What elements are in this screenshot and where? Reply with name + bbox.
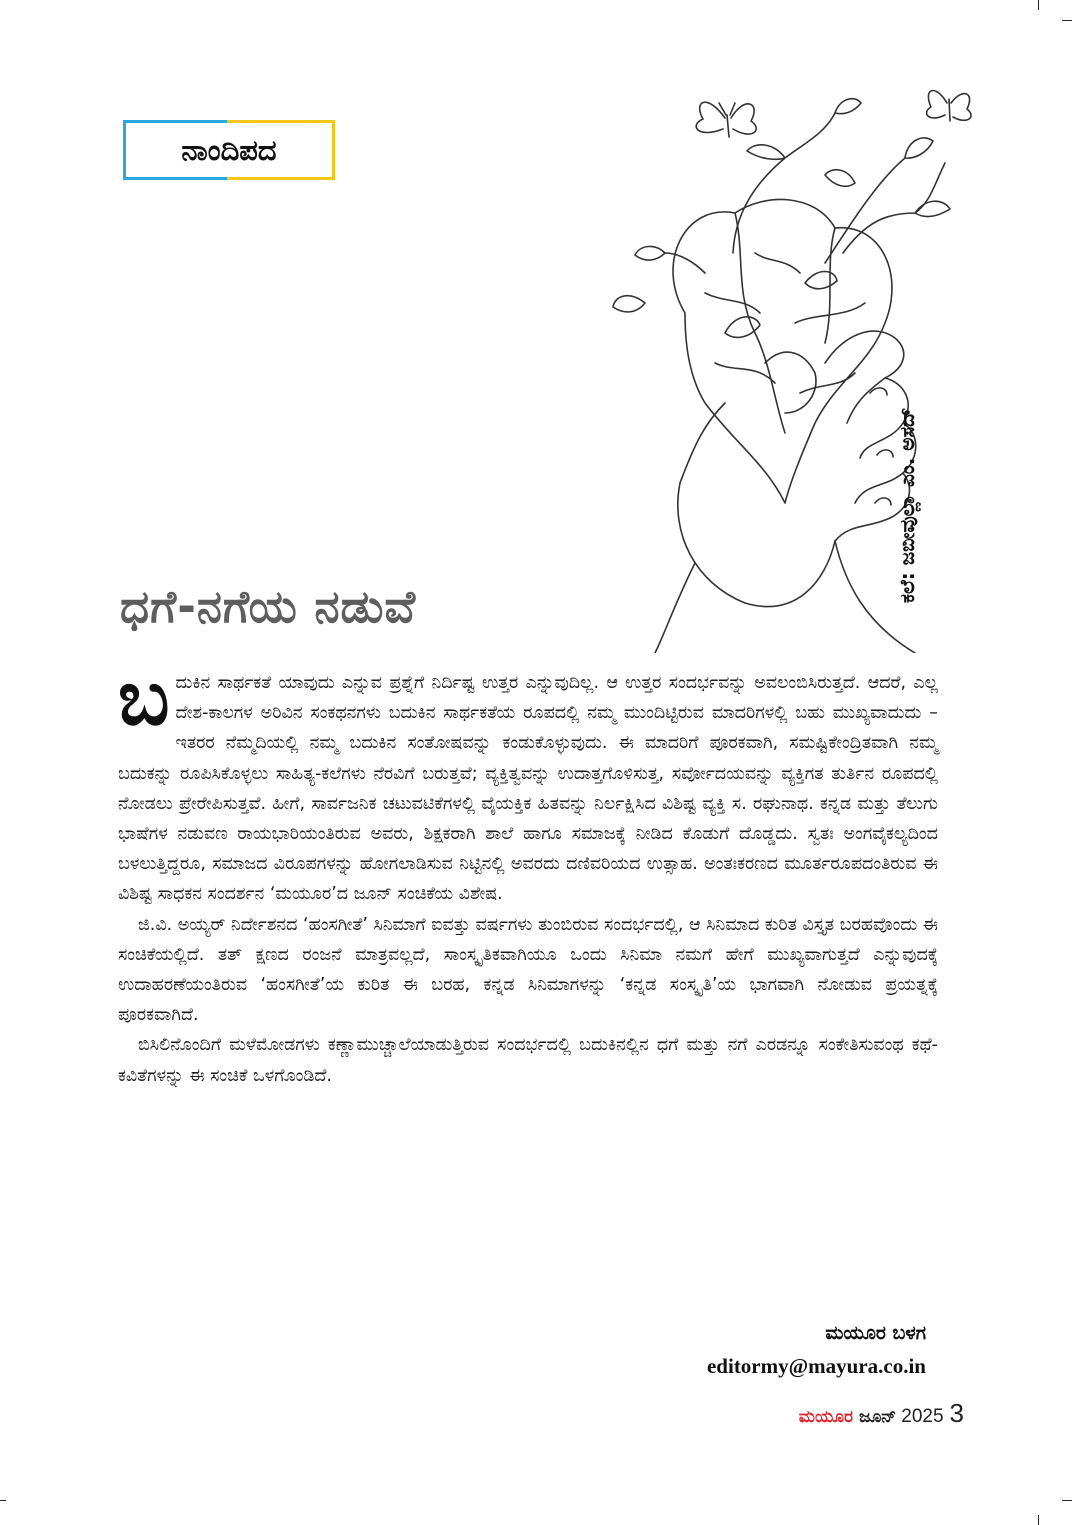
signoff [707,1322,926,1379]
section-tag-label: ನಾಂದಿಪದ [181,133,277,167]
crop-mark [1038,1515,1039,1525]
butterfly-icon [696,102,756,137]
illustration-credit: ಕಲೆ: ಜಬೀವುಲ್ಲಾ ಎಂ. ಅಸದ್ [895,407,919,603]
crop-mark [0,1500,6,1501]
issue-month: ಜೂನ್ [859,1407,897,1427]
page-number: 3 [949,1398,964,1428]
signoff-author: ಮಯೂರ ಬಳಗ [825,1322,926,1344]
article-paragraph: ಬಿಸಿಲಿನೊಂದಿಗೆ ಮಳೆಮೋಡಗಳು ಕಣ್ಣಾಮುಚ್ಚಾಲೆಯಾಡುತ್ತಿರುವ ಸಂದರ್ಭದಲ್ಲಿ ಬದುಕಿನಲ್ಲಿನ ಧಗೆ ಮತ್ತು ನಗೆ ಎರಡನ್ನೂ ಸಂಕೇತಿಸುವಂಥ ಕಥೆ-ಕವಿತೆಗಳನ್ನು ಈ ಸಂಚಿಕೆ ಒಳಗೊಂಡಿದೆ. [118,1035,938,1086]
hand-heart-illustration [585,63,985,653]
drop-cap: ಬ [118,653,170,742]
crop-mark [1062,20,1072,21]
crop-mark [1062,1500,1072,1501]
article-paragraph: ಜಿ.ವಿ. ಅಯ್ಯರ್ ನಿರ್ದೇಶನದ ‘ಹಂಸಗೀತೆ’ ಸಿನಿಮಾಗೆ ಐವತ್ತು ವರ್ಷಗಳು ತುಂಬಿರುವ ಸಂದರ್ಭದಲ್ಲಿ, ಆ ಸಿನಿಮಾದ ಕುರಿತ ವಿಸ್ತೃತ ಬರಹವೊಂದು ಈ ಸಂಚಿಕೆಯಲ್ಲಿದೆ. ತತ್ ಕ್ಷಣದ ರಂಜನೆ ಮಾತ್ರವಲ್ಲದೆ, ಸಾಂಸ್ಕೃತಿಕವಾಗಿಯೂ ಒಂದು ಸಿನಿಮಾ ನಮಗೆ ಹೇಗೆ ಮುಖ್ಯವಾಗುತ್ತದೆ ಎನ್ನುವುದಕ್ಕೆ ಉದಾಹರಣೆಯಂತಿರುವ ‘ಹಂಸಗೀತೆ’ಯ ಕುರಿತ ಈ ಬರಹ, ಕನ್ನಡ ಸಿನಿಮಾಗಳನ್ನು ‘ಕನ್ನಡ ಸಂಸ್ಕೃತಿ’ಯ ಭಾಗವಾಗಿ ನೋಡುವ ಪ್ರಯತ್ನಕ್ಕೆ ಪೂರಕವಾಗಿದೆ. [118,914,938,1026]
section-tag [123,120,335,180]
page-footer [799,1398,964,1429]
paragraph-text: ದುಕಿನ ಸಾರ್ಥಕತೆ ಯಾವುದು ಎನ್ನುವ ಪ್ರಶ್ನೆಗೆ ನಿರ್ದಿಷ್ಟ ಉತ್ತರ ಎನ್ನುವುದಿಲ್ಲ. ಆ ಉತ್ತರ ಸಂದರ್ಭವನ್ನು ಅವಲಂಬಿಸಿರುತ್ತದೆ. ಆದರೆ, ಎಲ್ಲ ದೇಶ-ಕಾಲಗಳ ಅರಿವಿನ ಸಂಕಥನಗಳು ಬದುಕಿನ ಸಾರ್ಥಕತೆಯ ರೂಪದಲ್ಲಿ ನಮ್ಮ ಮುಂದಿಟ್ಟಿರುವ ಮಾದರಿಗಳಲ್ಲಿ ಬಹು ಮುಖ್ಯವಾದುದು – ಇತರರ ನೆಮ್ಮದಿಯಲ್ಲಿ ನಮ್ಮ ಬದುಕಿನ ಸಂತೋಷವನ್ನು ಕಂಡುಕೊಳ್ಳುವುದು. ಈ ಮಾದರಿಗೆ ಪೂರಕವಾಗಿ, ಸಮಷ್ಟಿಕೇಂದ್ರಿತವಾಗಿ ನಮ್ಮ ಬದುಕನ್ನು ರೂಪಿಸಿಕೊಳ್ಳಲು ಸಾಹಿತ್ಯ-ಕಲೆಗಳು ನೆರವಿಗೆ ಬರುತ್ತವೆ; ವ್ಯಕ್ತಿತ್ವವನ್ನು ಉದಾತ್ತಗೊಳಿಸುತ್ತ, ಸರ್ವೋದಯವನ್ನು ವ್ಯಕ್ತಿಗತ ತುರ್ತಿನ ರೂಪದಲ್ಲಿ ನೋಡಲು ಪ್ರೇರೇಪಿಸುತ್ತವೆ. ಹೀಗೆ, ಸಾರ್ವಜನಿಕ ಚಟುವಟಿಕೆಗಳಲ್ಲಿ ವೈಯಕ್ತಿಕ ಹಿತವನ್ನು ನಿರ್ಲಕ್ಷಿಸಿದ ವಿಶಿಷ್ಟ ವ್ಯಕ್ತಿ ಸ. ರಘುನಾಥ. ಕನ್ನಡ ಮತ್ತು ತೆಲುಗು ಭಾಷೆಗಳ ನಡುವಣ ರಾಯಭಾರಿಯಂತಿರುವ ಅವರು, ಶಿಕ್ಷಕರಾಗಿ ಶಾಲೆ ಹಾಗೂ ಸಮಾಜಕ್ಕೆ ನೀಡಿದ ಕೊಡುಗೆ ದೊಡ್ಡದು. ಸ್ವತಃ ಅಂಗವೈಕಲ್ಯದಿಂದ ಬಳಲುತ್ತಿದ್ದರೂ, ಸಮಾಜದ ವಿರೂಪಗಳನ್ನು ಹೋಗಲಾಡಿಸುವ ನಿಟ್ಟಿನಲ್ಲಿ ಅವರದು ದಣಿವರಿಯದ ಉತ್ಸಾಹ. ಅಂತಃಕರಣದ ಮೂರ್ತರೂಪದಂತಿರುವ ಈ ವಿಶಿಷ್ಟ ಸಾಧಕನ ಸಂದರ್ಶನ ‘ಮಯೂರ’ದ ಜೂನ್ ಸಂಚಿಕೆಯ ವಿಶೇಷ. [118,673,938,905]
crop-mark [1038,0,1039,10]
signoff-email: editormy@mayura.co.in [706,1354,926,1378]
article-body [118,653,938,1091]
butterfly-icon [927,91,971,121]
article-paragraph [118,653,938,910]
issue-year: 2025 [901,1406,944,1427]
magazine-logo: ಮಯೂರ [798,1407,854,1427]
article-headline: ಧಗೆ-ನಗೆಯ ನಡುವೆ [120,580,417,633]
